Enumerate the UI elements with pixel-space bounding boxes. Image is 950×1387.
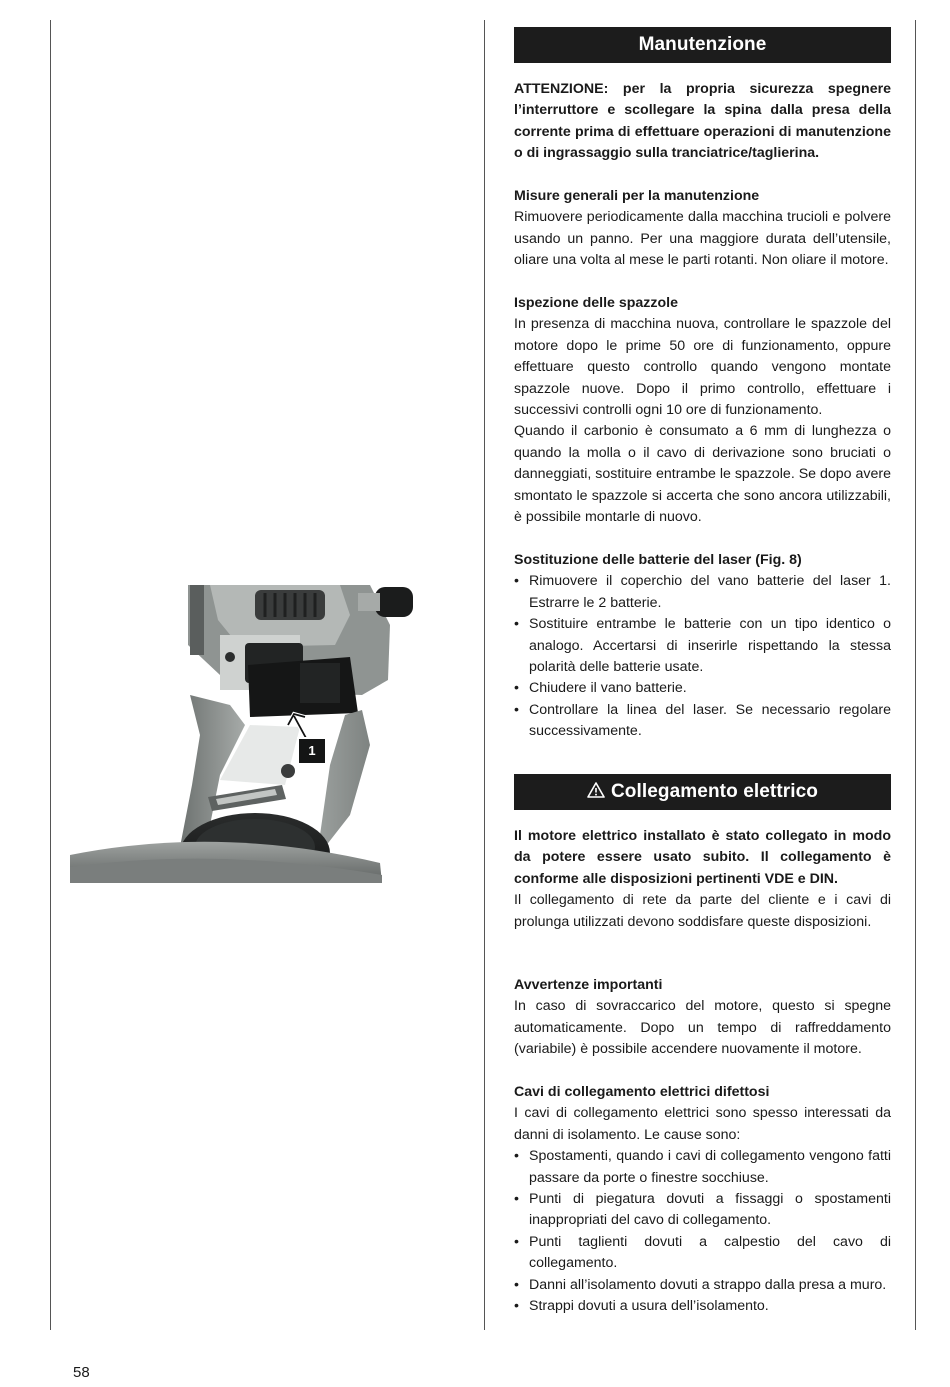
maintenance-section bbox=[514, 27, 891, 743]
defective-cables-heading: Cavi di collegamento elettrici difettosi bbox=[514, 1084, 770, 1101]
electrical-title: Collegamento elettrico bbox=[610, 781, 819, 802]
general-maintenance-text: Rimuovere periodicamente dalla macchina trucioli e polvere usando un panno. Per una maggiore durata dell’utensile, oliare una volta al mese le parti rotanti. Non oliare il motore. bbox=[514, 209, 891, 269]
middle-column-rule bbox=[484, 20, 485, 1330]
list-item: • Strappi dovuti a usura dell’isolamento. bbox=[514, 1296, 891, 1317]
important-warnings-text: In caso di sovraccarico del motore, questo si spegne automaticamente. Dopo un tempo di raffreddamento (variabile) è possibile accendere nuovamente il motore. bbox=[514, 998, 891, 1058]
cable-damage-causes-list bbox=[514, 1146, 891, 1317]
important-warnings-heading: Avvertenze importanti bbox=[514, 977, 663, 994]
list-item: • Sostituire entrambe le batterie con un tipo identico o analogo. Accertarsi di inserirle rispettando la stessa polarità delle batterie usate. bbox=[514, 614, 891, 678]
list-item: • Rimuovere il coperchio del vano batterie del laser 1. Estrarre le 2 batterie. bbox=[514, 571, 891, 614]
defective-cables-text: I cavi di collegamento elettrici sono spesso interessati da danni di isolamento. Le cause sono: bbox=[514, 1105, 891, 1143]
list-item: • Punti taglienti dovuti a calpestio del cavo di collegamento. bbox=[514, 1232, 891, 1275]
electrical-title-bar bbox=[514, 774, 891, 810]
battery-heading: Sostituzione delle batterie del laser (Fig. 8) bbox=[514, 551, 802, 568]
electrical-intro-text: Il collegamento di rete da parte del cliente e i cavi di prolunga utilizzati devono soddisfare queste disposizioni. bbox=[514, 892, 891, 930]
list-item: • Punti di piegatura dovuti a fissaggi o spostamenti inappropriati del cavo di collegamento. bbox=[514, 1189, 891, 1232]
brushes-heading: Ispezione delle spazzole bbox=[514, 295, 678, 312]
page-number: 58 bbox=[73, 1364, 90, 1381]
battery-steps-list bbox=[514, 571, 891, 742]
maintenance-warning: ATTENZIONE: per la propria sicurezza spegnere l’interruttore e scollegare la spina dalla presa della corrente prima di effettuare operazioni di manutenzione o di ingrassaggio sulla tranciatrice/taglierina. bbox=[514, 81, 891, 162]
list-item: • Chiudere il vano batterie. bbox=[514, 678, 891, 699]
maintenance-title: Manutenzione bbox=[514, 27, 891, 63]
figure-callout-label: 1 bbox=[308, 743, 316, 758]
list-item: • Spostamenti, quando i cavi di collegamento vengono fatti passare da porte o finestre socchiuse. bbox=[514, 1146, 891, 1189]
general-maintenance-heading: Misure generali per la manutenzione bbox=[514, 188, 760, 205]
machine-photo bbox=[70, 585, 430, 883]
electrical-intro-bold: Il motore elettrico installato è stato collegato in modo da potere essere usato subito. Il collegamento è conforme alle disposizioni pertinenti VDE e DIN. bbox=[514, 828, 891, 887]
warning-triangle-icon bbox=[587, 774, 605, 810]
brushes-text-1: In presenza di macchina nuova, controllare le spazzole del motore dopo le prime 50 ore di funzionamento, oppure effettuare questo controllo quando vengono montate spazzole nuove. Dopo il primo controllo, effettuare i successivi controlli ogni 10 ore di funzionamento. bbox=[514, 316, 891, 419]
list-item: • Danni all’isolamento dovuti a strappo dalla presa a muro. bbox=[514, 1275, 891, 1296]
list-item: • Controllare la linea del laser. Se necessario regolare successivamente. bbox=[514, 700, 891, 743]
right-column-rule bbox=[915, 20, 916, 1330]
left-column-rule bbox=[50, 20, 51, 1330]
brushes-text-2: Quando il carbonio è consumato a 6 mm di lunghezza o quando la molla o il cavo di derivazione sono bruciati o danneggiati, sostituire entrambe le spazzole. Se dopo avere smontato le spazzole si accerta che sono ancora utilizzabili, è possibile montarle di nuovo. bbox=[514, 423, 891, 526]
electrical-section bbox=[514, 774, 891, 1318]
